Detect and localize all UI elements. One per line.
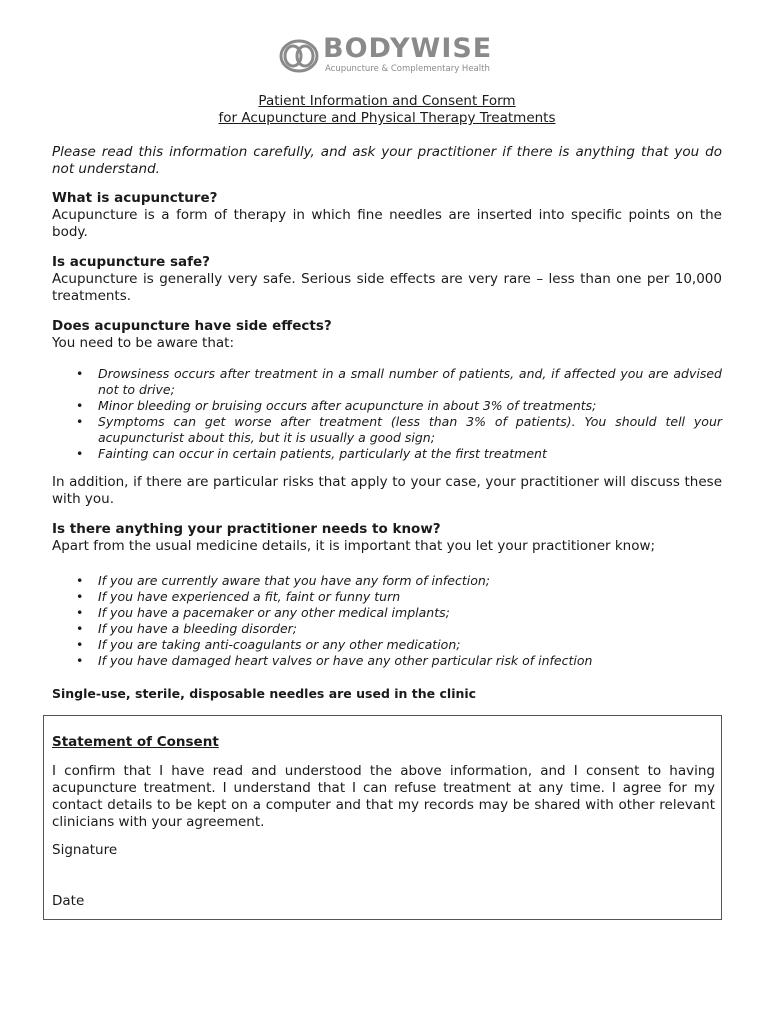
list-item: • If you have a bleeding disorder; [76, 621, 297, 636]
consent-title: Statement of Consent [52, 734, 219, 750]
section-safe-body: Acupuncture is generally very safe. Serious side effects are very rare – less than one per 10,000 treatments. [52, 271, 722, 304]
list-item: • If you have experienced a fit, faint or funny turn [76, 589, 401, 604]
form-title-line2: for Acupuncture and Physical Therapy Treatments [218, 110, 556, 126]
list-item: • Fainting can occur in certain patients, particularly at the first treatment [76, 446, 547, 461]
section-know-body: Apart from the usual medicine details, it is important that you let your practitioner know; [52, 538, 656, 554]
lotus-logo-icon [279, 38, 319, 74]
section-side-body: You need to be aware that: [52, 335, 234, 351]
bodywise-logo [279, 34, 494, 78]
section-side [52, 318, 722, 352]
section-what-heading: What is acupuncture? [52, 190, 218, 206]
section-what-body: Acupuncture is a form of therapy in which fine needles are inserted into specific points on the body. [52, 207, 722, 240]
logo-brand: BODYWISE [323, 33, 493, 64]
date-label: Date [52, 893, 85, 909]
list-item: • Symptoms can get worse after treatment (less than 3% of patients). You should tell your acupuncturist about this, but it is usually a good sign; [76, 414, 722, 445]
consent-box [43, 715, 722, 920]
list-item: • Minor bleeding or bruising occurs after acupuncture in about 3% of treatments; [76, 398, 597, 413]
consent-text: I confirm that I have read and understood the above information, and I consent to having acupuncture treatment. I understand that I can refuse treatment at any time. I agree for my contact details to be kept on a computer and that my records may be shared with other relevant clinicians with your agreement. [52, 763, 715, 830]
logo-tagline: Acupuncture & Complementary Health [325, 64, 490, 74]
section-side-heading: Does acupuncture have side effects? [52, 318, 332, 334]
form-title-line1: Patient Information and Consent Form [258, 93, 516, 109]
know-list [52, 573, 722, 669]
side-effects-list [52, 366, 722, 462]
section-know-heading: Is there anything your practitioner needs to know? [52, 521, 441, 537]
list-item: • If you have a pacemaker or any other medical implants; [76, 605, 450, 620]
list-item: • Drowsiness occurs after treatment in a small number of patients, and, if affected you are advised not to drive; [76, 366, 722, 397]
intro-text: Please read this information carefully, and ask your practitioner if there is anything that you do not understand. [52, 144, 722, 177]
section-side-addition: In addition, if there are particular risks that apply to your case, your practitioner will discuss these with you. [52, 474, 722, 507]
list-item: • If you are currently aware that you have any form of infection; [76, 573, 491, 588]
section-safe-heading: Is acupuncture safe? [52, 254, 210, 270]
section-know [52, 521, 722, 555]
signature-label: Signature [52, 842, 118, 858]
list-item: • If you have damaged heart valves or have any other particular risk of infection [76, 653, 593, 668]
section-safe [52, 254, 722, 305]
list-item: • If you are taking anti-coagulants or any other medication; [76, 637, 461, 652]
needles-note: Single-use, sterile, disposable needles are used in the clinic [52, 686, 477, 701]
section-what [52, 190, 722, 241]
